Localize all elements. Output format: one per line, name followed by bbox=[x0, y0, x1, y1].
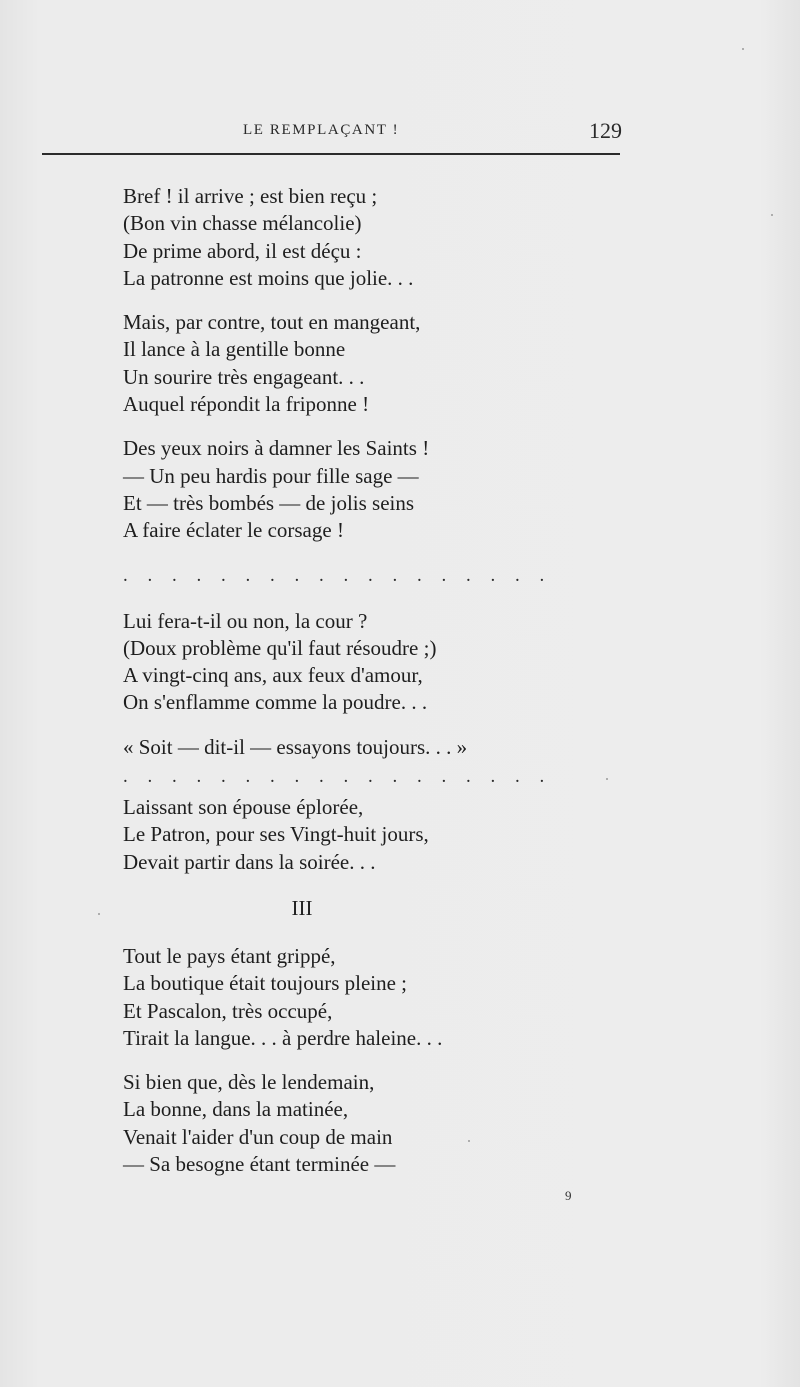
stanza bbox=[123, 943, 543, 1052]
paper-speck bbox=[771, 214, 773, 216]
verse-line: A faire éclater le corsage ! bbox=[123, 518, 344, 543]
stanza bbox=[123, 608, 543, 717]
verse-line: On s'enflamme comme la poudre. . . bbox=[123, 690, 428, 715]
verse-line: Laissant son épouse éplorée, bbox=[123, 795, 364, 820]
verse-line: Des yeux noirs à damner les Saints ! bbox=[123, 436, 430, 461]
verse-line: La bonne, dans la matinée, bbox=[123, 1097, 349, 1122]
verse-line: — Un peu hardis pour fille sage — bbox=[123, 463, 419, 488]
verse-line: Tout le pays étant grippé, bbox=[123, 943, 336, 968]
ellipsis-row: . . . . . . . . . . . . . . . . . . bbox=[123, 564, 552, 586]
paper-speck bbox=[468, 1140, 470, 1142]
stanza bbox=[123, 794, 543, 876]
section-number: III bbox=[291, 895, 313, 920]
verse-line: Devait partir dans la soirée. . . bbox=[123, 849, 376, 874]
verse-line: (Doux problème qu'il faut résoudre ;) bbox=[123, 635, 437, 660]
stanza bbox=[123, 1069, 543, 1178]
verse-line: Le Patron, pour ses Vingt-huit jours, bbox=[123, 822, 429, 847]
verse-line: « Soit — dit-il — essayons toujours. . . » bbox=[123, 734, 468, 759]
verse-line: — Sa besogne étant terminée — bbox=[123, 1152, 396, 1177]
verse-line: La patronne est moins que jolie. . . bbox=[123, 265, 414, 290]
verse-line: Auquel répondit la friponne ! bbox=[123, 392, 370, 417]
verse-line: Tirait la langue. . . à perdre haleine. . . bbox=[123, 1025, 443, 1050]
verse-line: Bref ! il arrive ; est bien reçu ; bbox=[123, 184, 378, 208]
verse-line: A vingt-cinq ans, aux feux d'amour, bbox=[123, 663, 423, 688]
stanza bbox=[123, 435, 543, 544]
verse-line: Et — très bombés — de jolis seins bbox=[123, 490, 415, 515]
verse-line: Mais, par contre, tout en mangeant, bbox=[123, 310, 421, 335]
paper-speck bbox=[98, 913, 100, 915]
verse-line: Et Pascalon, très occupé, bbox=[123, 998, 333, 1023]
paper-speck bbox=[606, 778, 608, 780]
stanza bbox=[123, 309, 543, 418]
signature-mark: 9 bbox=[565, 1188, 572, 1203]
ellipsis-row: . . . . . . . . . . . . . . . . . . bbox=[123, 766, 552, 788]
poem-body bbox=[123, 183, 552, 1195]
verse-line: Si bien que, dès le lendemain, bbox=[123, 1070, 375, 1095]
paper-speck bbox=[742, 48, 744, 50]
stanza bbox=[123, 183, 543, 292]
verse-line: La boutique était toujours pleine ; bbox=[123, 971, 408, 996]
page-number: 129 bbox=[589, 118, 622, 143]
verse-line: Lui fera-t-il ou non, la cour ? bbox=[123, 608, 368, 633]
verse-line: Il lance à la gentille bonne bbox=[123, 337, 346, 362]
stanza bbox=[123, 734, 543, 761]
running-head bbox=[0, 118, 800, 148]
verse-line: Un sourire très engageant. . . bbox=[123, 364, 365, 389]
verse-line: (Bon vin chasse mélancolie) bbox=[123, 211, 362, 236]
verse-line: De prime abord, il est déçu : bbox=[123, 238, 362, 263]
header-rule bbox=[42, 153, 620, 155]
verse-line: Venait l'aider d'un coup de main bbox=[123, 1124, 393, 1149]
running-title: LE REMPLAÇANT ! bbox=[243, 122, 400, 138]
